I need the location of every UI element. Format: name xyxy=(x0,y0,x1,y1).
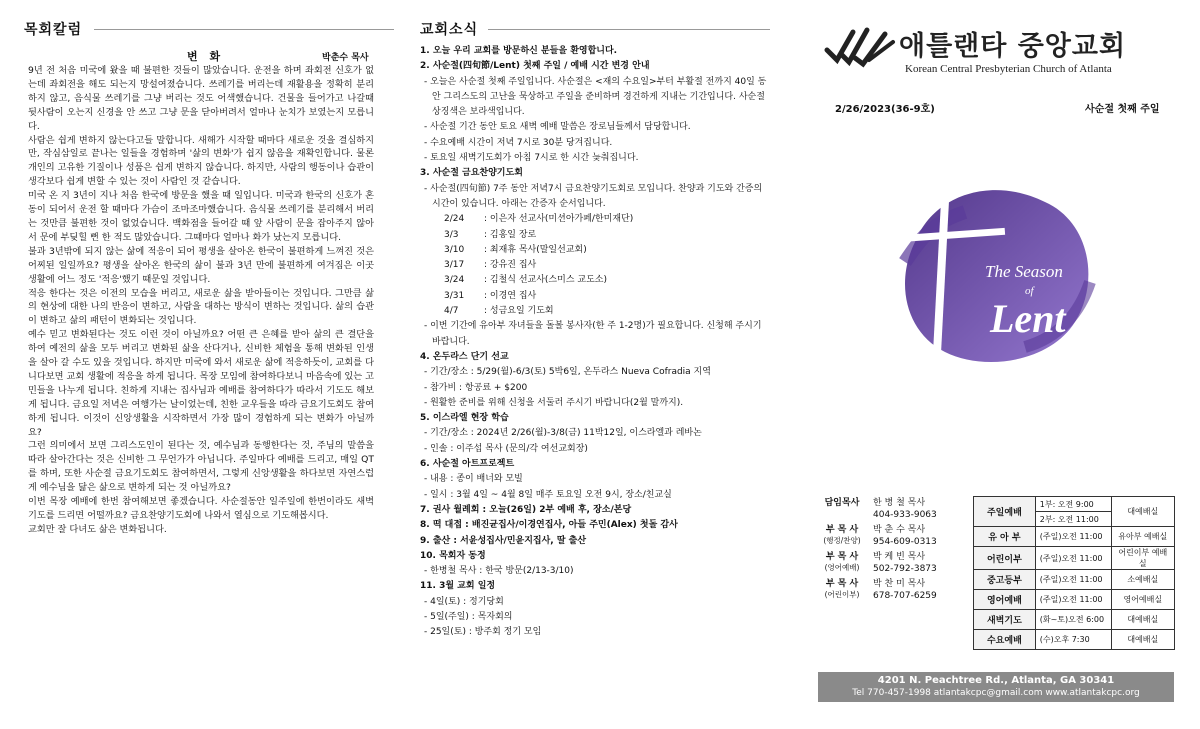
church-contact: Tel 770-457-1998 atlantakcpc@gmail.com www.atlantakcpc.org xyxy=(852,688,1140,698)
worship-place: 어린이부 예배실 xyxy=(1111,547,1174,570)
news-item-detail: - 인솔 : 이주섭 목사 (문의/각 여선교회장) xyxy=(424,443,588,454)
worship-name: 주일예배 xyxy=(974,497,1036,527)
news-item-detail: - 5일(주일) : 목자회의 xyxy=(424,611,513,622)
staff-row xyxy=(815,578,970,602)
footer-bar xyxy=(818,672,1174,702)
worship-row xyxy=(974,610,1175,630)
heading-rule xyxy=(488,29,770,30)
article-body xyxy=(28,64,374,537)
schedule-date: 3/17 xyxy=(444,260,465,271)
news-item-detail: - 원활한 준비를 위해 신청을 서둘러 주시기 바랍니다(2월 말까지). xyxy=(424,397,684,408)
news-item-heading: 3. 사순절 금요찬양기도회 xyxy=(420,168,523,179)
news-item-heading: 7. 권사 월례회 : 오늘(26일) 2부 예배 후, 장소/본당 xyxy=(420,504,632,515)
schedule-speaker: : 이경연 집사 xyxy=(484,290,537,301)
prayer-schedule-item xyxy=(420,289,770,304)
staff-phone: 404-933-9063 xyxy=(873,510,937,520)
worship-time: (화~토)오전 6:00 xyxy=(1035,610,1111,630)
worship-time: (주일)오전 11:00 xyxy=(1035,590,1111,610)
lent-title-line2: of xyxy=(1025,285,1034,297)
worship-time: (수)오후 7:30 xyxy=(1035,630,1111,650)
schedule-speaker: : 최재휴 목사(말일선교회) xyxy=(484,244,587,255)
news-item-detail: - 내용 : 종이 배너와 모빌 xyxy=(424,474,523,485)
staff-role-sub: (영어예배) xyxy=(824,563,860,572)
news-item-detail: - 이번 기간에 유아부 자녀들을 돌볼 봉사자(한 주 1-2명)가 필요합니다. 신청해 주시기 바랍니다. xyxy=(424,321,762,347)
staff-name: 박 춘 수 목사 xyxy=(873,525,926,535)
worship-place: 영어예배실 xyxy=(1111,590,1174,610)
worship-row xyxy=(974,527,1175,547)
staff-role-sub: (행정/찬양) xyxy=(823,536,861,545)
news-item-heading: 6. 사순절 아트프로젝트 xyxy=(420,459,515,470)
article-paragraph: 그런 의미에서 보면 그리스도인이 된다는 것, 예수님과 동행한다는 것, 주님의 말씀을 따라 살아간다는 것은 신비한 그 무언가가 아닙니다. 주일마다 예배를 드리고, 매일 QT를 하며, 또한 사순절 금요기도회도 참여하면서, 그렇게 신앙생활을 하다보면 자연스럽게 예수님을 닮은 삶으로 변하게 되는 것 아닐까요? xyxy=(28,440,374,494)
schedule-date: 4/7 xyxy=(444,306,459,317)
worship-time: (주일)오전 11:00 xyxy=(1035,527,1111,547)
staff-row xyxy=(815,524,970,548)
article-paragraph: 9년 전 처음 미국에 왔을 때 불편한 것들이 많았습니다. 운전을 하며 좌회전 신호가 없는데 좌회전을 해도 되는지 망설여졌습니다. 쓰레기를 버리는데 재활용을 정확히 분리하지 않고, 음식물 쓰레기를 그냥 버리는 것도 어색했습니다. 건물을 들어가고 나갈때 뒷사람이 오는지 신경을 안 쓰고 그냥 문을 닫아버려서 얼마나 눈치가 보였는지 모릅니다. xyxy=(28,65,374,132)
worship-row xyxy=(974,570,1175,590)
news-item-heading: 8. 떡 대접 : 배진균집사/이경연집사, 아들 주민(Alex) 첫돌 감사 xyxy=(420,520,678,531)
news-item-heading: 11. 3월 교회 일정 xyxy=(420,581,496,592)
article-paragraph: 이번 목장 예배에 한번 참여해보면 좋겠습니다. 사순절동안 일주일에 한번이라도 새벽기도를 드리면 어떨까요? 금요찬양기도회에 나와서 열심으로 기도해봅시다. xyxy=(28,496,374,521)
news-item-heading: 4. 온두라스 단기 선교 xyxy=(420,351,509,362)
worship-time: 1부: 오전 9:00 xyxy=(1035,497,1111,512)
church-logo-icon xyxy=(823,20,899,72)
prayer-schedule-item xyxy=(420,304,770,319)
worship-place: 대예배실 xyxy=(1111,610,1174,630)
news-item-heading: 1. 오늘 우리 교회를 방문하신 분들을 환영합니다. xyxy=(420,46,618,56)
worship-time-2: 2부: 오전 11:00 xyxy=(1035,512,1111,527)
prayer-schedule-item xyxy=(420,228,770,243)
schedule-date: 3/24 xyxy=(444,275,465,286)
staff-phone: 502-792-3873 xyxy=(873,564,937,574)
church-name-english: Korean Central Presbyterian Church of Atlanta xyxy=(905,63,1112,75)
staff-row xyxy=(815,551,970,575)
staff-info xyxy=(869,578,937,602)
staff-name: 박 케 빈 목사 xyxy=(873,552,926,562)
article-paragraph: 미국 온 지 3년이 지나 처음 한국에 방문을 했을 때 일입니다. 미국과 한국의 신호가 혼동이 되어서 운전 할 때마다 가슴이 조마조마했습니다. 음식물 쓰레기를 분리해서 버리는 것만큼 불편한 것이 없었습니다. 백화점을 들어갈 때 앞 사람이 문을 잡아주지 않아서 문에 부딪힐 뻔 한 적도 많았습니다. 그때마다 얼마나 화가 났는지 모릅니다. xyxy=(28,190,374,243)
worship-row xyxy=(974,547,1175,570)
worship-time: (주일)오전 11:00 xyxy=(1035,547,1111,570)
column-heading: 목회칼럼 xyxy=(24,22,83,38)
schedule-speaker: : 김철식 선교사(스미스 교도소) xyxy=(484,275,607,286)
article-paragraph: 불과 3년밖에 되지 않는 삶에 적응이 되어 평생을 살아온 한국이 불편하게 느껴진 것은 어찌된 일일까요? 평생을 살아온 한국의 삶이 불과 3년 만에 불편하게 여겨짐은 이곳 생활에 어느 정도 '적응'했기 때문일 것입니다. xyxy=(28,245,374,285)
worship-schedule-table xyxy=(973,496,1175,650)
staff-info xyxy=(869,497,937,521)
schedule-speaker: : 성금요일 기도회 xyxy=(484,306,554,317)
liturgical-season: 사순절 첫째 주일 xyxy=(1085,104,1160,115)
news-item-detail: - 참가비 : 항공료 + $200 xyxy=(424,382,528,393)
lent-title-line1: The Season xyxy=(985,262,1063,281)
article-paragraph: 사람은 쉽게 변하지 않는다고들 말합니다. 새해가 시작할 때마다 새로운 것을 결심하지만, 작심삼일로 끝나는 일들을 경험하며 '삶의 변화'가 쉽지 않음을 재확인합니다. 물론 개인의 고유한 기질이나 성품은 쉽게 변하지 않습니다. 하지만, 사람의 행동이나 습관이 생각보다 쉽게 변할 수 있는 것이 사람인 것 같습니다. xyxy=(28,134,374,188)
staff-name: 박 찬 미 목사 xyxy=(873,579,926,589)
news-item-detail: - 사순절 기간 동안 토요 새벽 예배 말씀은 장로님들께서 담당합니다. xyxy=(424,122,691,133)
news-item-heading: 10. 목회자 동정 xyxy=(420,550,486,561)
church-name: 애틀랜타 중앙교회 xyxy=(899,31,1127,62)
news-item-heading: 2. 사순절(四旬節/Lent) 첫째 주일 / 예배 시간 변경 안내 xyxy=(420,61,650,72)
worship-row xyxy=(974,590,1175,610)
staff-phone: 678-707-6259 xyxy=(873,591,937,601)
worship-name: 중고등부 xyxy=(974,570,1036,590)
prayer-schedule-item xyxy=(420,258,770,273)
news-item-heading: 9. 출산 : 서윤성집사/민윤지집사, 딸 출산 xyxy=(420,535,587,546)
staff-info xyxy=(869,524,937,548)
worship-place: 소예배실 xyxy=(1111,570,1174,590)
news-item-detail: - 사순절(四旬節) 7주 동안 저녁7시 금요찬양기도회로 모입니다. 찬양과 기도와 간증의 시간이 있습니다. 아래는 간증자 순서입니다. xyxy=(424,183,763,209)
news-item-detail: - 수요예배 시간이 저녁 7시로 30분 당겨집니다. xyxy=(424,137,613,148)
schedule-date: 3/31 xyxy=(444,290,465,301)
article-paragraph: 예수 믿고 변화된다는 것도 이런 것이 아닐까요? 어떤 큰 은혜를 받아 삶의 큰 결단을 하여 예전의 삶을 모두 버리고 변화된 삶을 산다거나, 신비한 체험을 통해 변화된 인생을 살아 갈 수도 있을 것입니다. 하지만 미국에 와서 새로운 삶에 적응하듯이, 교회를 다니다보면 교회 생활에 적응을 하게 됩니다. 목장 모임에 참여하다보니 마음속에 있는 고민들을 나누게 됩니다. 친하게 지내는 집사님과 예배를 참여하다가 따라서 기도도 해보게 됩니다. 금요일 저녁은 여행가는 날이었는데, 친한 교우들을 따라 금요기도회도 참여하게 됩니다. 이것이 신앙생활을 시작하면서 가장 많이 경험하게 되는 변화가 아닐까요? xyxy=(28,329,374,438)
staff-name: 한 병 철 목사 xyxy=(873,498,926,508)
worship-place: 유아부 예배실 xyxy=(1111,527,1174,547)
news-item-detail: - 오늘은 사순절 첫째 주일입니다. 사순절은 <재의 수요일>부터 부활절 전까지 40일 동안 그리스도의 고난을 묵상하고 주일을 준비하며 경건하게 지내는 기간입니다. 사순절 상징색은 보라색입니다. xyxy=(424,76,767,118)
news-list xyxy=(420,44,770,641)
schedule-date: 3/10 xyxy=(444,244,465,255)
staff-role: 부 목 사 (어린이부) xyxy=(815,578,869,602)
schedule-speaker: : 강유진 집사 xyxy=(484,260,537,271)
schedule-date: 3/3 xyxy=(444,229,459,240)
issue-date: 2/26/2023(36-9호) xyxy=(835,104,935,115)
worship-place: 대예배실 xyxy=(1111,630,1174,650)
staff-info xyxy=(869,551,937,575)
worship-name: 유 아 부 xyxy=(974,527,1036,547)
news-item-detail: - 토요일 새벽기도회가 아침 7시로 한 시간 늦춰집니다. xyxy=(424,153,639,164)
news-item-heading: 5. 이스라엘 현장 학습 xyxy=(420,413,509,424)
staff-role: 담임목사 xyxy=(824,498,860,508)
worship-name: 어린이부 xyxy=(974,547,1036,570)
worship-place: 대예배실 xyxy=(1111,497,1174,527)
worship-row xyxy=(974,497,1175,512)
worship-name: 영어예배 xyxy=(974,590,1036,610)
staff-list xyxy=(815,497,970,605)
staff-role: 부 목 사 (행정/찬양) xyxy=(815,524,869,548)
news-item-detail: - 4일(토) : 정기당회 xyxy=(424,596,504,607)
news-item-detail: - 한병철 목사 : 한국 방문(2/13-3/10) xyxy=(424,566,574,577)
prayer-schedule-item xyxy=(420,212,770,227)
news-heading: 교회소식 xyxy=(420,22,479,38)
worship-row xyxy=(974,630,1175,650)
prayer-schedule-item xyxy=(420,243,770,258)
schedule-speaker: : 이은자 선교사(미션아가페/한미재단) xyxy=(484,214,634,225)
staff-role: 부 목 사 (영어예배) xyxy=(815,551,869,575)
staff-phone: 954-609-0313 xyxy=(873,537,937,547)
article-author: 박춘수 목사 xyxy=(322,53,369,63)
news-item-detail: - 25일(토) : 방주회 정기 모임 xyxy=(424,627,542,638)
heading-rule xyxy=(94,29,394,30)
article-title: 변 화 xyxy=(187,50,225,63)
prayer-schedule-item xyxy=(420,273,770,288)
worship-name: 수요예배 xyxy=(974,630,1036,650)
news-item-detail: - 기간/장소 : 5/29(월)-6/3(토) 5박6일, 온두라스 Nueva Cofradia 지역 xyxy=(424,367,711,378)
lent-title-line3: Lent xyxy=(990,296,1066,341)
worship-name: 새벽기도 xyxy=(974,610,1036,630)
news-item-detail: - 일시 : 3월 4일 ~ 4월 8일 매주 토요일 오전 9시, 장소/친교실 xyxy=(424,489,672,500)
article-paragraph: 적응 한다는 것은 이전의 모습을 버리고, 새로운 삶을 받아들이는 것입니다. 그만큼 삶의 현상에 대한 나의 반응이 변하고, 사람을 대하는 방식이 변하는 것입니다. 삶의 습관이 변하고 삶의 패턴이 변화되는 것입니다. xyxy=(28,287,374,327)
schedule-date: 2/24 xyxy=(444,214,465,225)
news-item-detail: - 기간/장소 : 2024년 2/26(월)-3/8(금) 11박12일, 이스라엘과 레바논 xyxy=(424,428,702,439)
staff-role-sub: (어린이부) xyxy=(824,590,860,599)
lent-cross-graphic xyxy=(875,172,1105,372)
worship-time: (주일)오전 11:00 xyxy=(1035,570,1111,590)
schedule-speaker: : 김홍일 장로 xyxy=(484,229,537,240)
church-address: 4201 N. Peachtree Rd., Atlanta, GA 30341 xyxy=(877,675,1115,686)
article-paragraph: 교회만 잘 다녀도 삶은 변화됩니다. xyxy=(28,523,167,535)
staff-row xyxy=(815,497,970,521)
